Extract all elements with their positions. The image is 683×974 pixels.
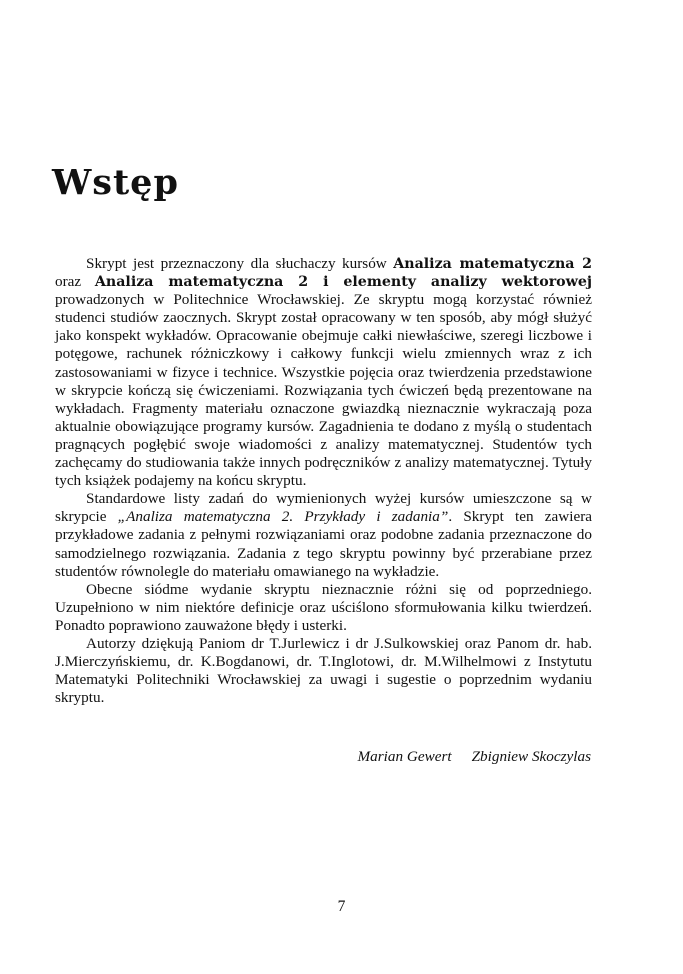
book-title: „Analiza matematyczna 2. Przykłady i zadania”	[117, 508, 449, 526]
paragraph-intro	[55, 255, 592, 490]
paragraph-intro-text-1: Skrypt jest przeznaczony dla słuchaczy kursów	[86, 255, 394, 272]
page-number: 7	[337, 898, 346, 915]
paragraph-exercise-text-2: . Skrypt ten zawiera przykładowe zadania z pełnymi rozwiązaniami oraz podobne zadania przeznaczone do samodzielnego rozwiązania. Zadania z tego skryptu powinny być przerabiane przez studentów równolegle do materiału omawianego na wykładzie.	[55, 508, 592, 580]
paragraph-exercise-lists	[55, 490, 592, 580]
authors-signature	[358, 748, 591, 766]
paragraph-intro-text-2: oraz	[55, 273, 95, 291]
author-name: Marian Gewert	[357, 748, 452, 765]
paragraph-exercise-text-1: Standardowe listy zadań do wymienionych wyżej kursów umieszczone są w skrypcie	[55, 490, 592, 526]
course-name-2: Analiza matematyczna 2 i elementy analizy wektorowej	[94, 274, 593, 291]
course-name-1: Analiza matematyczna 2	[393, 256, 592, 272]
chapter-heading: Wstęp	[52, 162, 179, 203]
chapter-body	[55, 255, 592, 707]
paragraph-acknowledgements: Autorzy dziękują Paniom dr T.Jurlewicz i dr J.Sulkowskiej oraz Panom dr. hab. J.Mierczyńskiemu, dr. K.Bogdanowi, dr. T.Inglotowi, dr. M.Wilhelmowi z Instytutu Matematyki Politechniki Wrocławskiej za uwagi i sugestie o poprzednim wydaniu skryptu.	[55, 634, 592, 707]
paragraph-edition: Obecne siódme wydanie skryptu nieznacznie różni się od poprzedniego. Uzupełniono w nim niektóre definicje oraz uściślono sformułowania kilku twierdzeń. Ponadto poprawiono zauważone błędy i usterki.	[55, 580, 592, 634]
paragraph-intro-text-3: prowadzonych w Politechnice Wrocławskiej. Ze skryptu mogą korzystać również studenci studiów zaocznych. Skrypt został opracowany w ten sposób, aby mógł służyć jako konspekt wykładów. Opracowanie obejmuje całki niewłaściwe, szeregi liczbowe i potęgowe, rachunek różniczkowy i całkowy funkcji wielu zmiennych wraz z ich zastosowaniami w fizyce i technice. Wszystkie pojęcia oraz twierdzenia przedstawione w skrypcie kończą się ćwiczeniami. Rozwiązania tych ćwiczeń będą prezentowane na wykładach. Fragmenty materiału oznaczone gwiazdką nieznacznie wykraczają poza aktualnie obowiązujące programy kursów. Zagadnienia te dodano z myślą o studentach pragnących pogłębić swoje wiadomości z analizy matematycznej. Studentów tych zachęcamy do studiowania także innych podręczników z analizy matematycznej. Tytuły tych książek podajemy na końcu skryptu.	[55, 291, 592, 490]
author-name: Zbigniew Skoczylas	[471, 748, 591, 765]
